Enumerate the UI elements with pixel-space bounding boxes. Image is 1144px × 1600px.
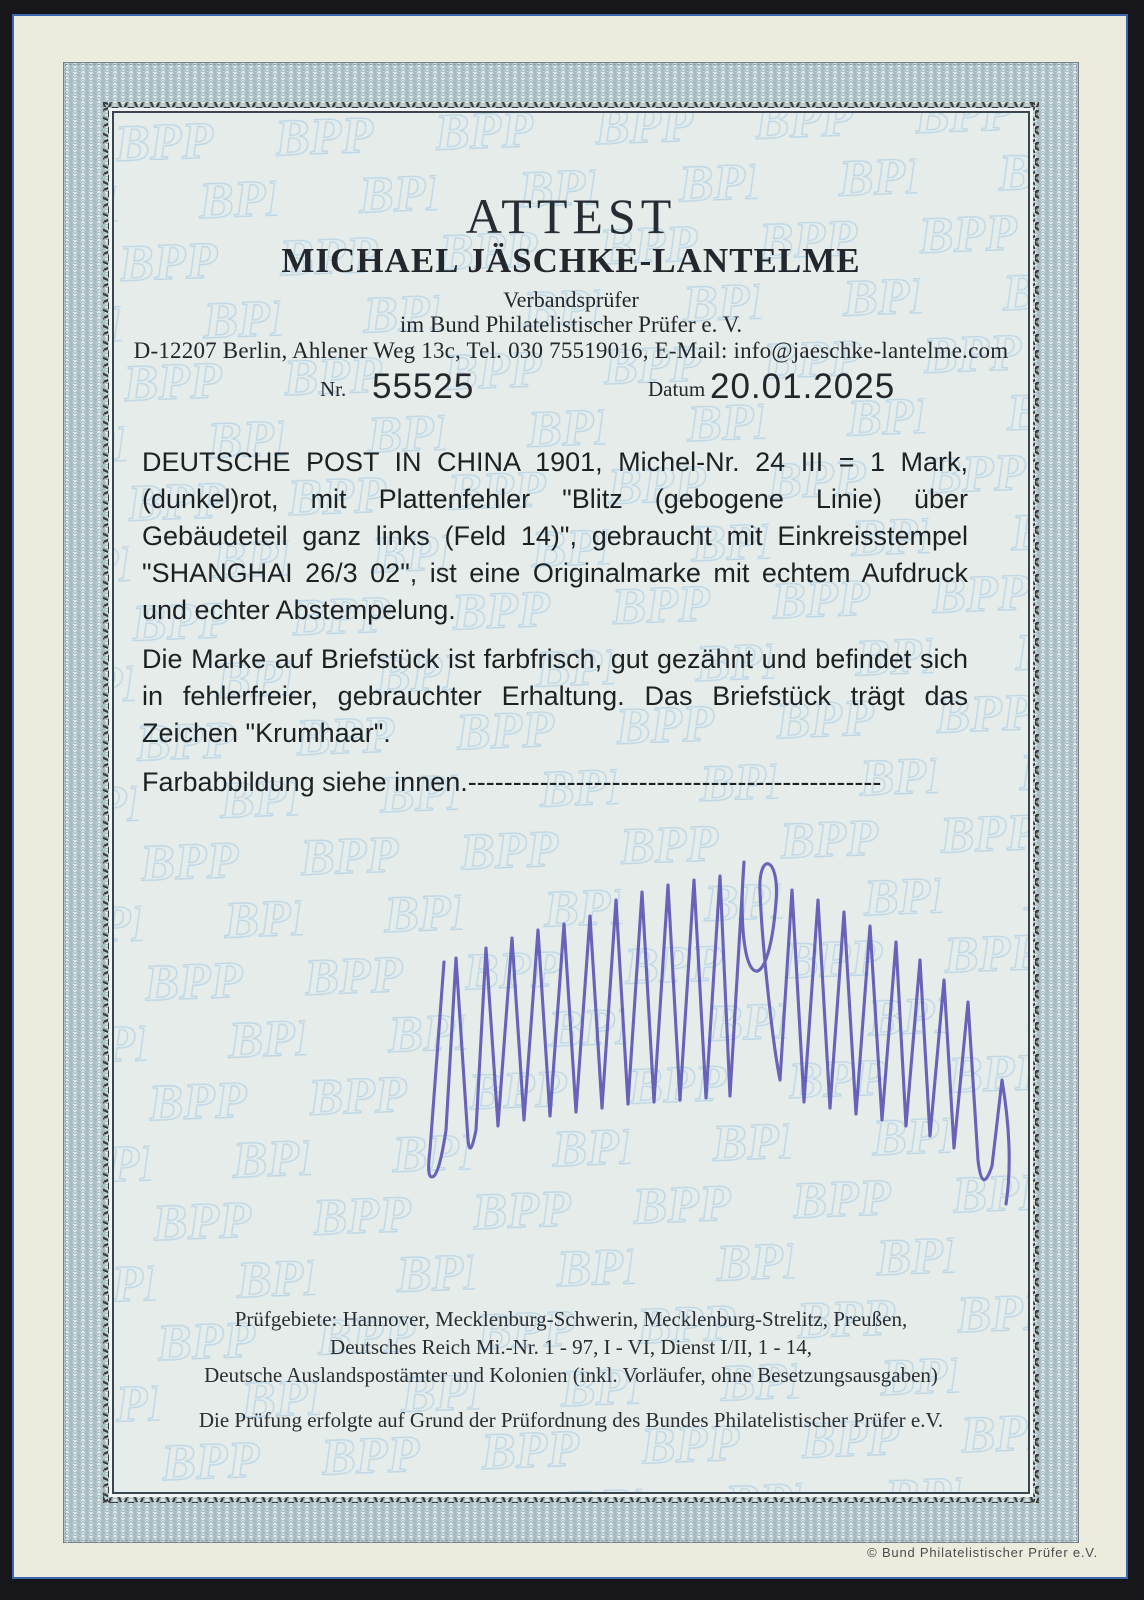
examiner-name: MICHAEL JÄSCHKE-LANTELME <box>281 241 861 280</box>
certificate-date: 20.01.2025 <box>710 367 896 406</box>
attest-heading: ATTEST <box>465 188 677 244</box>
examiner-signature <box>400 830 1024 1208</box>
association-line: im Bund Philatelistischer Prüfer e. V. <box>399 312 743 337</box>
pruefordnung-note: Die Prüfung erfolgte auf Grund der Prüfordnung des Bundes Philatelistischer Prüfer e.V. <box>198 1408 944 1432</box>
number-label: Nr. <box>320 377 347 401</box>
pruefgebiete-line-3: Deutsche Auslandspostämter und Kolonien (inkl. Vorläufer, ohne Besetzungsausgaben) <box>204 1363 938 1387</box>
certificate-inner-area <box>112 111 1030 1494</box>
examiner-title: Verbandsprüfer <box>503 287 639 312</box>
pruefgebiete-line-1: Prüfgebiete: Hannover, Mecklenburg-Schwerin, Mecklenburg-Strelitz, Preußen, <box>234 1307 908 1331</box>
pruefgebiete-block <box>114 1305 1028 1389</box>
body-paragraph-3: Farbabbildung siehe innen.---------------------------------------------- <box>142 767 882 797</box>
bpp-copyright: © Bund Philatelistischer Prüfer e.V. <box>867 1545 1098 1560</box>
body-paragraph-2: Die Marke auf Briefstück ist farbfrisch, gut gezähnt und befindet sich in fehlerfreier, gebrauchter Erhaltung. Das Briefstück trägt das Zeichen "Krumhaar". <box>142 644 968 748</box>
body-paragraph-1: DEUTSCHE POST IN CHINA 1901, Michel-Nr. 24 III = 1 Mark, (dunkel)rot, mit Plattenfehler "Blitz (gebogene Linie) über Gebäudeteil ganz links (Feld 14)", gebraucht mit Einkreisstempel "SHANGHAI 26/3 02", ist eine Originalmarke mit echtem Aufdruck und echter Abstempelung. <box>142 447 968 625</box>
certificate-number: 55525 <box>372 367 475 406</box>
expertise-body <box>142 444 968 813</box>
date-label: Datum <box>648 377 706 401</box>
number-date-row <box>114 367 1028 415</box>
certificate-content <box>114 113 1028 1492</box>
address-line: D-12207 Berlin, Ahlener Weg 13c, Tel. 030 75519016, E-Mail: info@jaeschke-lantelme.com <box>133 338 1009 363</box>
pruefgebiete-line-2: Deutsches Reich Mi.-Nr. 1 - 97, I - VI, Dienst I/II, 1 - 14, <box>330 1335 812 1359</box>
